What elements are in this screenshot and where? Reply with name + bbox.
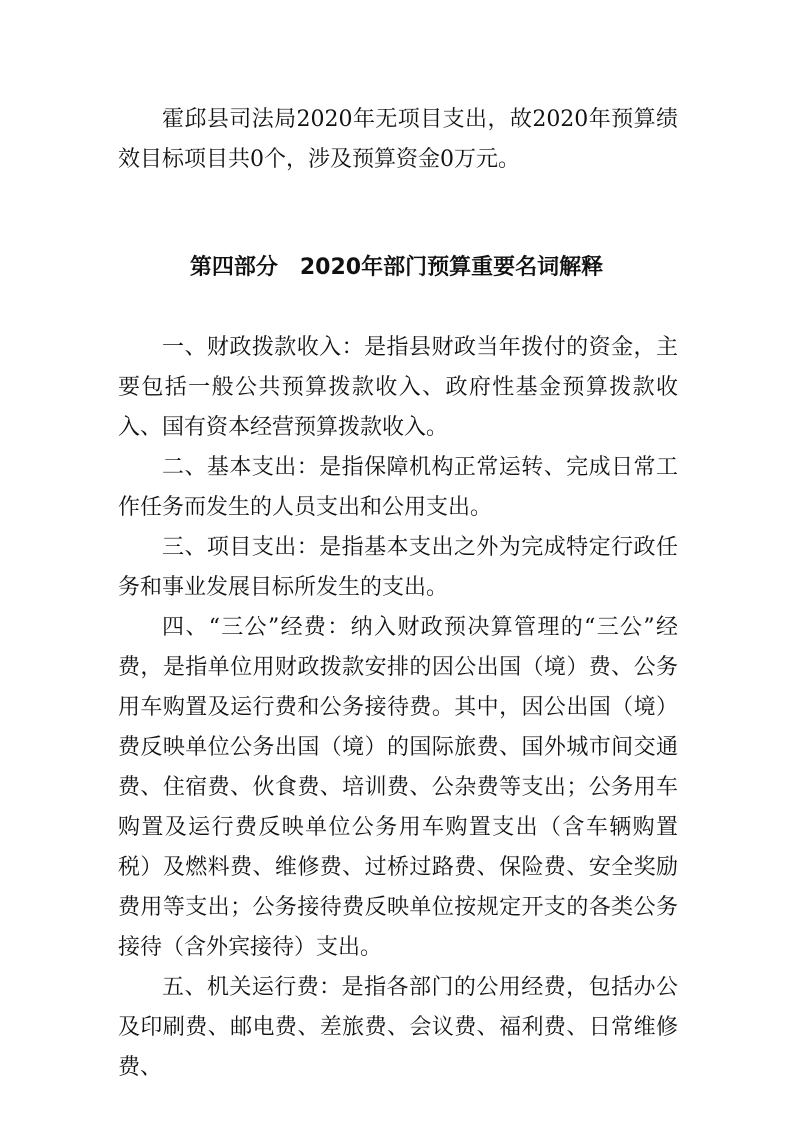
definition-project-expenditure: 三、项目支出：是指基本支出之外为完成特定行政任务和事业发展目标所发生的支出。 <box>118 535 678 600</box>
definition-three-public-expenses: 四、“三公”经费：纳入财政预决算管理的“三公”经费，是指单位用财政拨款安排的因公出国（境）费、公务用车购置及运行费和公务接待费。其中，因公出国（境）费反映单位公务出国（境）的国际旅费、国外城市间交通费、住宿费、伙食费、培训费、公杂费等支出；公务用车购置及运行费反映单位公务用车购置支出（含车辆购置税）及燃料费、维修费、过桥过路费、保险费、安全奖励费用等支出；公务接待费反映单位按规定开支的各类公务接待（含外宾接待）支出。 <box>118 615 678 960</box>
definition-agency-operating-expenses: 五、机关运行费：是指各部门的公用经费，包括办公及印刷费、邮电费、差旅费、会议费、福利费、日常维修费、 <box>118 975 678 1080</box>
intro-paragraph: 霍邱县司法局2020年无项目支出，故2020年预算绩效目标项目共0个，涉及预算资金0万元。 <box>118 107 678 172</box>
definition-basic-expenditure: 二、基本支出：是指保障机构正常运转、完成日常工作任务而发生的人员支出和公用支出。 <box>118 455 678 520</box>
definition-fiscal-allocation-income: 一、财政拨款收入：是指县财政当年拨付的资金，主要包括一般公共预算拨款收入、政府性基金预算拨款收入、国有资本经营预算拨款收入。 <box>118 335 678 440</box>
section-heading: 第四部分 2020年部门预算重要名词解释 <box>189 255 604 280</box>
